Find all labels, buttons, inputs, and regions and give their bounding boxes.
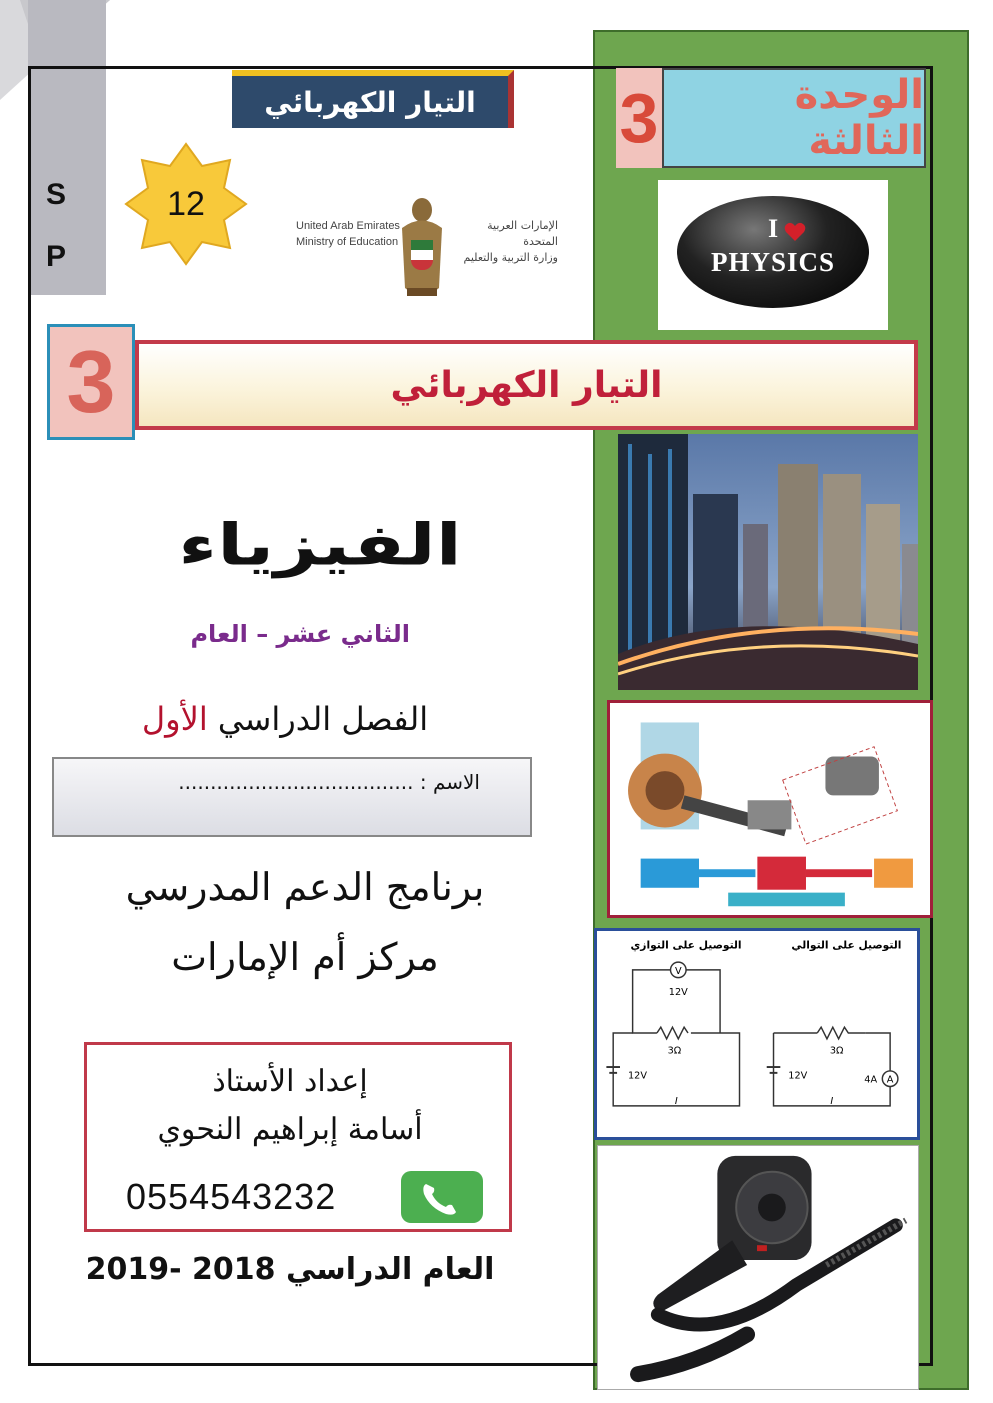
ministry-arabic [458,218,558,266]
name-field[interactable] [52,757,532,837]
ammeter-label: A [886,1074,894,1086]
generator-diagram [607,700,933,918]
side-letter: P [46,240,67,273]
unit-number: 3 [616,68,664,168]
circuit-diagram [594,928,920,1140]
unit-label: الوحدة الثالثة [794,72,924,164]
parallel-title: التوصيل على التوازي [630,938,742,952]
series-voltage: 12V [788,1070,808,1082]
parallel-battery-voltage: 12V [627,1070,647,1082]
grade-text: الثاني عشر – العام [190,620,410,648]
parallel-resistance: 3Ω [667,1045,682,1057]
top-title-banner: التيار الكهربائي [232,70,514,128]
phone-icon [400,1170,484,1224]
series-resistance: 3Ω [829,1045,844,1057]
hair-dryer-photo [597,1145,919,1390]
series-title: التوصيل على التوالي [791,938,902,952]
chapter-title-banner: التيار الكهربائي [135,340,918,430]
voltmeter-label: V [674,965,682,977]
physics-logo-word: PHYSICS [710,247,836,277]
grade-number: 12 [167,184,205,223]
academic-year: العام الدراسي 2018 -2019 [85,1252,495,1287]
physics-logo-i: I [767,214,779,243]
heart-icon [784,222,806,242]
semester-prefix: الفصل الدراسي [207,700,429,738]
prepared-by-label: إعداد الأستاذ [212,1064,368,1099]
ministry-ar-line2: وزارة التربية والتعليم [463,251,558,264]
program-name: برنامج الدعم المدرسي [125,865,485,909]
side-letter: S [46,178,67,211]
semester-text [110,700,460,738]
phone-number: 0554543232 [126,1176,337,1217]
semester-highlight: الأول [141,700,208,738]
parallel-current: I [674,1095,678,1107]
ministry-english [296,218,400,250]
center-name: مركز أم الإمارات [171,935,439,979]
city-photo [618,434,918,690]
ministry-en-line1: United Arab Emirates [296,220,400,232]
uae-emblem-icon [397,188,447,308]
chapter-number: 3 [47,324,135,440]
subject-title: الفيزياء [178,511,462,578]
ministry-en-line2: Ministry of Education [296,236,399,248]
name-label: الاسم : ..................................... [178,770,480,794]
series-current-value: 4A [864,1074,878,1086]
ministry-ar-line1: الإمارات العربية المتحدة [487,219,558,248]
parallel-voltage: 12V [668,987,688,999]
series-current: I [830,1095,834,1107]
teacher-name: أسامة إبراهيم النحوي [157,1112,423,1147]
